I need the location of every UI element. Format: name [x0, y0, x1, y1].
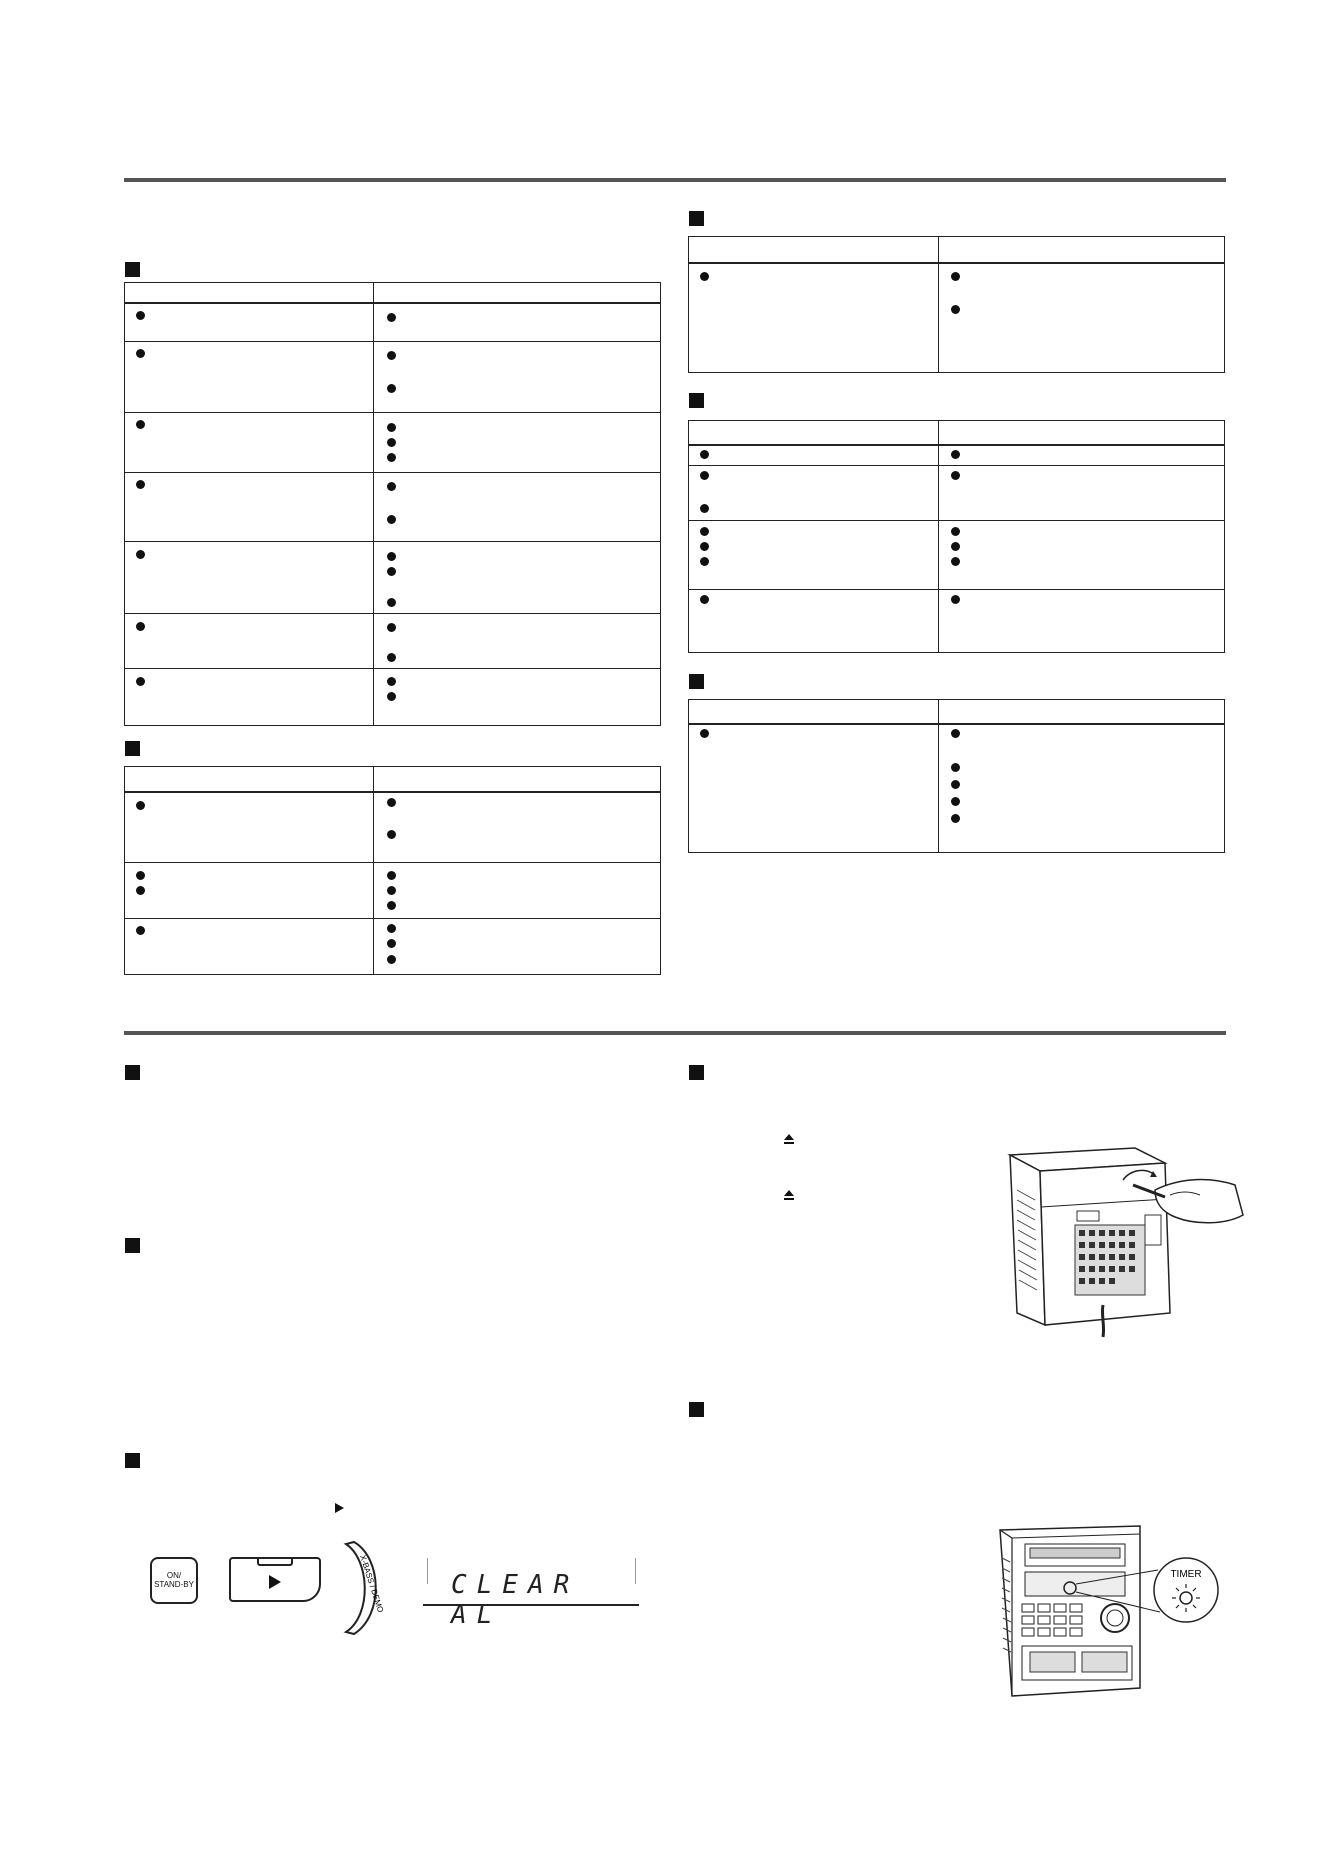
bullet-icon [136, 677, 145, 686]
bullet-icon [136, 622, 145, 631]
bullet-icon [136, 926, 145, 935]
section-marker-icon [125, 1453, 140, 1468]
play-icon [269, 1575, 281, 1589]
bullet-icon [387, 798, 396, 807]
section-marker-icon [689, 674, 704, 689]
unit-front-illustration [990, 1518, 1230, 1698]
bullet-icon [387, 886, 396, 895]
middle-rule [124, 1031, 1226, 1035]
bullet-icon [951, 471, 960, 480]
play-icon [335, 1503, 344, 1513]
bullet-icon [136, 871, 145, 880]
bullet-icon [136, 480, 145, 489]
bullet-icon [387, 677, 396, 686]
bullet-icon [951, 780, 960, 789]
unit-rear-illustration [1005, 1145, 1245, 1335]
on-standby-button[interactable] [150, 1557, 198, 1604]
play-button[interactable] [229, 1557, 321, 1602]
xbass-demo-label: X-BASS / DEMO [358, 1553, 386, 1614]
bullet-icon [700, 542, 709, 551]
bullet-icon [951, 450, 960, 459]
bullet-icon [387, 313, 396, 322]
lcd-display-text: CLEAR AL [451, 1570, 580, 1630]
bullet-icon [387, 692, 396, 701]
bullet-icon [387, 939, 396, 948]
bullet-icon [951, 595, 960, 604]
timer-label: TIMER [1170, 1569, 1202, 1580]
bullet-icon [951, 557, 960, 566]
bullet-icon [387, 598, 396, 607]
bullet-icon [387, 567, 396, 576]
bullet-icon [951, 542, 960, 551]
bullet-icon [951, 527, 960, 536]
bullet-icon [387, 924, 396, 933]
eject-icon [784, 1190, 794, 1196]
bullet-icon [387, 552, 396, 561]
bullet-icon [387, 515, 396, 524]
bullet-icon [700, 471, 709, 480]
bullet-icon [136, 886, 145, 895]
bullet-icon [700, 527, 709, 536]
play-button-tab [257, 1557, 293, 1566]
bullet-icon [136, 311, 145, 320]
section-marker-icon [689, 211, 704, 226]
bullet-icon [136, 420, 145, 429]
section-marker-icon [125, 1065, 140, 1080]
bullet-icon [951, 305, 960, 314]
eject-icon [784, 1134, 794, 1140]
bullet-icon [387, 901, 396, 910]
bullet-icon [387, 423, 396, 432]
bullet-icon [951, 814, 960, 823]
top-rule [124, 178, 1226, 182]
bullet-icon [951, 797, 960, 806]
bullet-icon [700, 450, 709, 459]
bullet-icon [136, 550, 145, 559]
troubleshooting-table-2 [124, 766, 661, 975]
bullet-icon [387, 482, 396, 491]
on-standby-label: ON/ STAND-BY [154, 1571, 194, 1589]
bullet-icon [136, 349, 145, 358]
bullet-icon [387, 384, 396, 393]
section-marker-icon [125, 1238, 140, 1253]
bullet-icon [387, 453, 396, 462]
bullet-icon [387, 955, 396, 964]
section-marker-icon [125, 262, 140, 277]
section-marker-icon [689, 1065, 704, 1080]
bullet-icon [951, 729, 960, 738]
lcd-display [423, 1558, 639, 1630]
bullet-icon [951, 763, 960, 772]
bullet-icon [700, 504, 709, 513]
bullet-icon [387, 830, 396, 839]
bullet-icon [700, 272, 709, 281]
troubleshooting-table-4 [688, 420, 1225, 653]
bullet-icon [387, 351, 396, 360]
bullet-icon [136, 801, 145, 810]
bullet-icon [387, 653, 396, 662]
section-marker-icon [125, 741, 140, 756]
xbass-demo-button[interactable] [340, 1540, 390, 1635]
bullet-icon [951, 272, 960, 281]
bullet-icon [700, 729, 709, 738]
troubleshooting-table-5 [688, 699, 1225, 853]
bullet-icon [387, 438, 396, 447]
bullet-icon [700, 557, 709, 566]
bullet-icon [387, 623, 396, 632]
bullet-icon [387, 871, 396, 880]
troubleshooting-table-3 [688, 236, 1225, 373]
section-marker-icon [689, 393, 704, 408]
bullet-icon [700, 595, 709, 604]
section-marker-icon [689, 1402, 704, 1417]
troubleshooting-table-1 [124, 282, 661, 726]
